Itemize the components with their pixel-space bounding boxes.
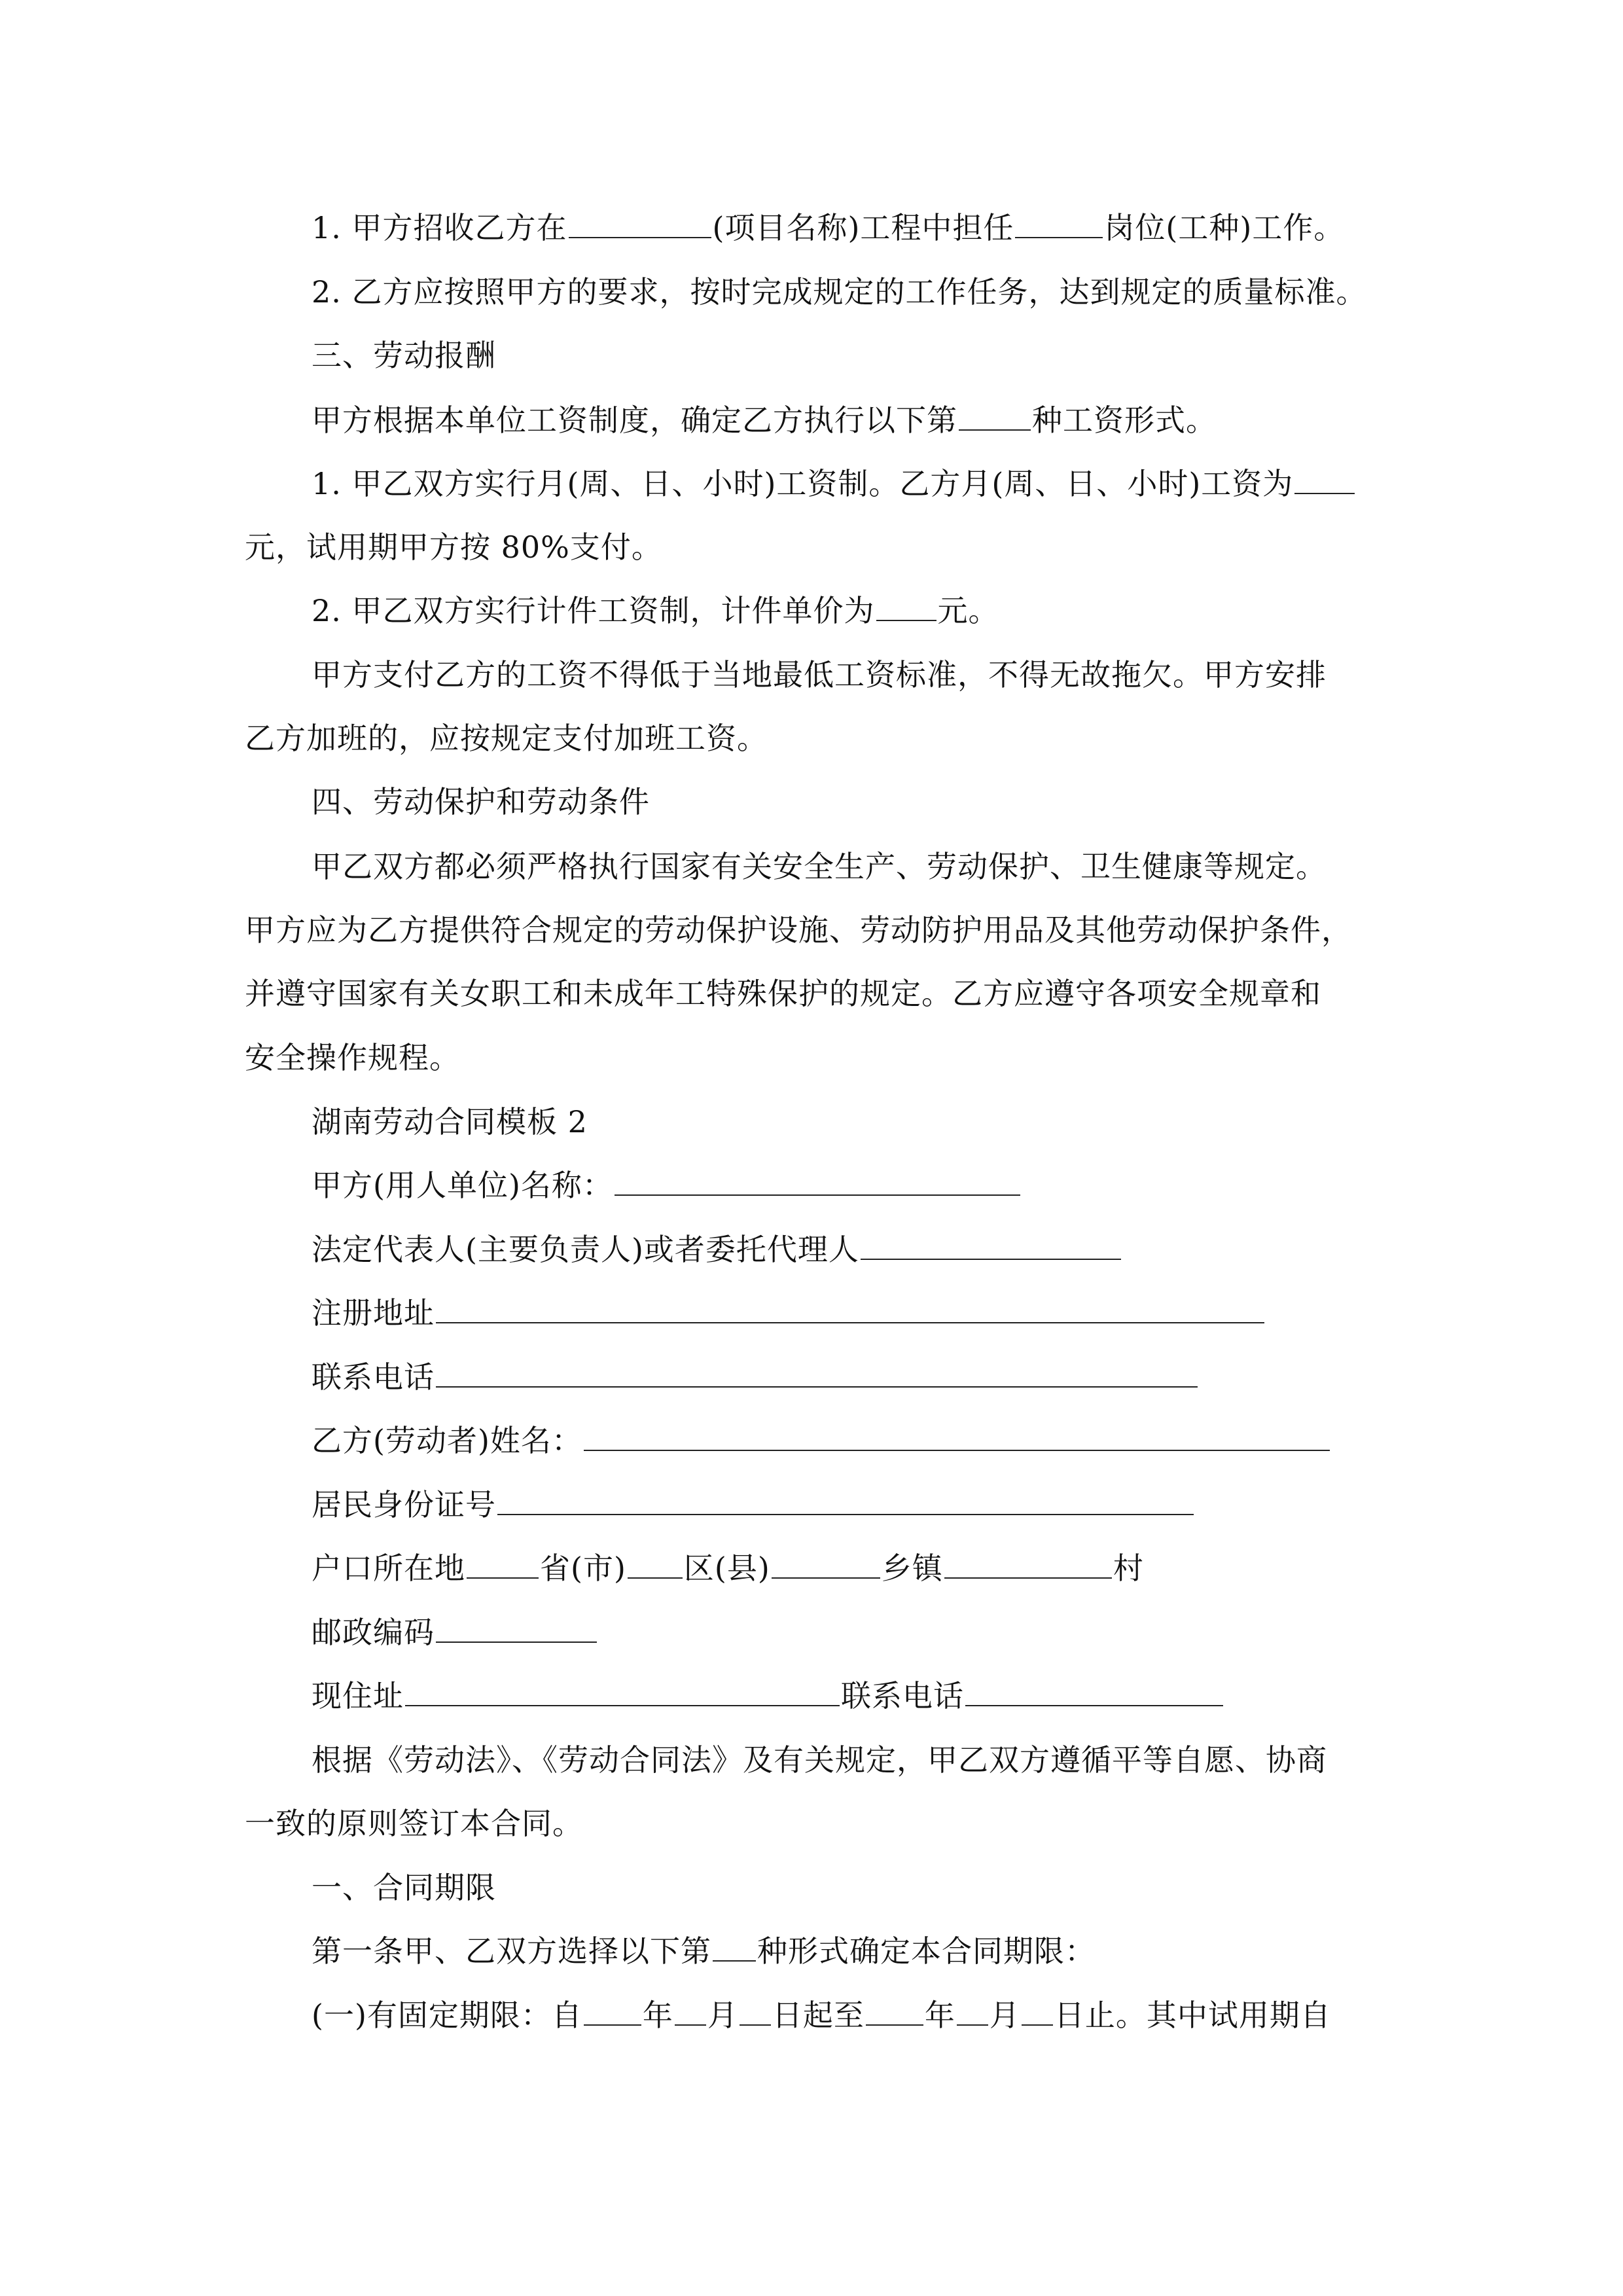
blank-post: [1015, 208, 1103, 238]
paragraph-protection-line-4: 安全操作规程。: [245, 1040, 460, 1075]
blank-employer-phone: [436, 1357, 1198, 1388]
blank-start-day: [740, 1996, 771, 2026]
field-postal-code: 邮政编码: [312, 1613, 598, 1652]
field-household-registration: 户口所在地 省(市) 区(县) 乡镇 村: [312, 1549, 1144, 1588]
template-title: 湖南劳动合同模板 2: [312, 1104, 588, 1139]
blank-employee-name: [584, 1421, 1330, 1451]
blank-postal-code: [436, 1613, 597, 1643]
blank-term-form-number: [713, 1931, 756, 1962]
blank-end-month: [957, 1996, 988, 2026]
paragraph-legal-basis-continued: 一致的原则签订本合同。: [245, 1806, 583, 1841]
blank-legal-representative: [861, 1230, 1121, 1260]
section-heading-contract-term: 一、合同期限: [312, 1870, 496, 1905]
blank-wage-amount: [1294, 464, 1355, 494]
section-heading-remuneration: 三、劳动报酬: [312, 338, 496, 373]
field-registered-address: 注册地址: [312, 1293, 1266, 1333]
blank-employer-name: [615, 1166, 1020, 1196]
blank-village: [944, 1549, 1112, 1579]
blank-registered-address: [436, 1293, 1264, 1323]
blank-district: [628, 1549, 683, 1579]
paragraph-wage-payment: 甲方支付乙方的工资不得低于当地最低工资标准，不得无故拖欠。甲方安排: [312, 657, 1327, 692]
blank-current-address: [405, 1676, 840, 1706]
paragraph-protection-line-3: 并遵守国家有关女职工和未成年工特殊保护的规定。乙方应遵守各项安全规章和: [245, 976, 1321, 1011]
blank-end-year: [866, 1996, 923, 2026]
paragraph-wage-form: 甲方根据本单位工资制度，确定乙方执行以下第 种工资形式。: [312, 401, 1217, 440]
item-fixed-term: (一)有固定期限：自 年 月 日起至 年 月 日止。其中试用期自: [312, 1996, 1331, 2035]
blank-id-number: [497, 1485, 1194, 1515]
blank-piece-price: [876, 591, 936, 621]
paragraph-wage-payment-continued: 乙方加班的，应按规定支付加班工资。: [245, 721, 768, 756]
blank-wage-form-number: [959, 401, 1031, 431]
item-time-wage-continued: 元，试用期甲方按 80%支付。: [245, 529, 662, 565]
paragraph-legal-basis: 根据《劳动法》、《劳动合同法》及有关规定，甲乙双方遵循平等自愿、协商: [312, 1742, 1327, 1778]
blank-township: [772, 1549, 880, 1579]
paragraph-protection-line-2: 甲方应为乙方提供符合规定的劳动保护设施、劳动防护用品及其他劳动保护条件，: [245, 912, 1352, 948]
blank-start-month: [675, 1996, 706, 2026]
field-employer-name: 甲方(用人单位)名称：: [312, 1166, 1022, 1205]
section-heading-labor-protection: 四、劳动保护和劳动条件: [312, 784, 650, 819]
item-work-duty: 2. 乙方应按照甲方的要求，按时完成规定的工作任务，达到规定的质量标准。: [312, 274, 1367, 310]
item-job-position: 1. 甲方招收乙方在 (项目名称)工程中担任 岗位(工种)工作。: [312, 208, 1344, 247]
field-employer-phone: 联系电话: [312, 1357, 1199, 1397]
blank-end-day: [1022, 1996, 1053, 2026]
field-legal-representative: 法定代表人(主要负责人)或者委托代理人: [312, 1230, 1122, 1269]
field-current-address: 现住址 联系电话: [312, 1676, 1224, 1715]
field-id-number: 居民身份证号: [312, 1485, 1195, 1524]
paragraph-protection-line-1: 甲乙双方都必须严格执行国家有关安全生产、劳动保护、卫生健康等规定。: [312, 849, 1327, 884]
field-employee-name: 乙方(劳动者)姓名：: [312, 1421, 1331, 1460]
blank-employee-phone: [965, 1676, 1223, 1706]
blank-start-year: [584, 1996, 641, 2026]
blank-province: [467, 1549, 539, 1579]
item-time-wage: 1. 甲乙双方实行月(周、日、小时)工资制。乙方月(周、日、小时)工资为: [312, 464, 1356, 503]
blank-project-name: [569, 208, 711, 238]
article-one: 第一条甲、乙双方选择以下第 种形式确定本合同期限：: [312, 1931, 1096, 1971]
item-piece-wage: 2. 甲乙双方实行计件工资制，计件单价为 元。: [312, 591, 999, 630]
